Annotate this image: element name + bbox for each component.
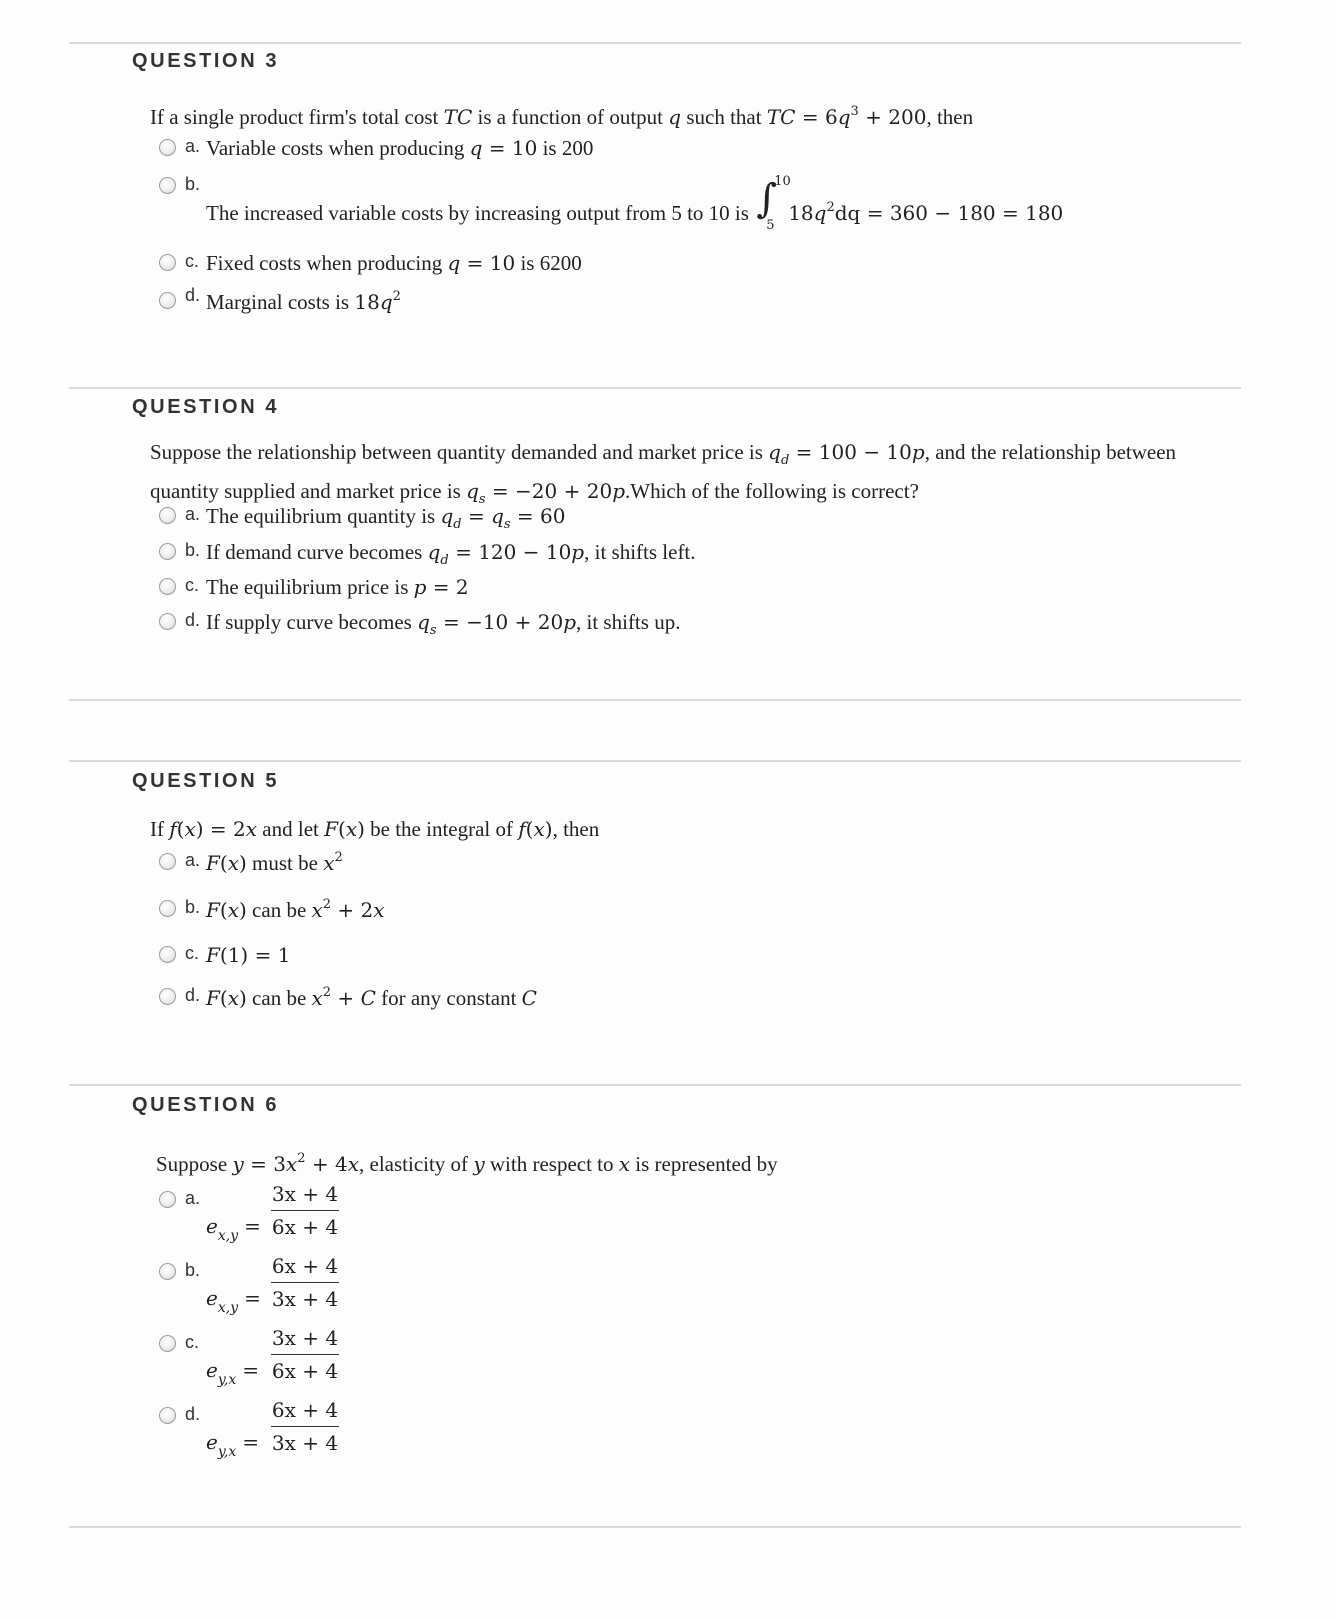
radio-button[interactable]: [159, 1191, 176, 1208]
fraction: $\frac{6x + 4}{3x + 4}$: [271, 1254, 339, 1311]
divider: [69, 760, 1241, 762]
option-text: F(x) can be $x^2 + 2x$: [206, 897, 385, 922]
radio-button[interactable]: [159, 900, 176, 917]
question-4-stem: Suppose the relationship between quantity demanded and market price is $q_d = 100 - 10p$, and the relationship between quantity supplied and market price is $q_s = -20$ + 20p.Which of the following is correct?: [150, 440, 1177, 507]
radio-button[interactable]: [159, 177, 176, 194]
option-text: Marginal costs is $18q^2$: [206, 289, 401, 314]
option-text: The increased variable costs by increasing output from 5 to 10 is ∫ 10 5 $18q^2dq = 360 - 180 = 180$: [206, 174, 1064, 233]
option-text: F(1) = 1: [206, 943, 291, 967]
radio-button[interactable]: [159, 507, 176, 524]
radio-button[interactable]: [159, 1263, 176, 1280]
radio-button[interactable]: [159, 1335, 176, 1352]
question-5-stem: If f(x) = 2x and let F(x) be the integral of f(x), then: [150, 817, 600, 841]
radio-button[interactable]: [159, 613, 176, 630]
radio-button[interactable]: [159, 853, 176, 870]
radio-button[interactable]: [159, 292, 176, 309]
option-text: Variable costs when producing q = 10 is 200: [206, 136, 594, 160]
divider: [69, 699, 1241, 701]
option-text: F(x) must be $x^2$: [206, 850, 343, 875]
question-3-stem: If a single product firm's total cost TC is a function of output q such that TC = $6q^3 + 200$, then: [150, 104, 974, 129]
radio-button[interactable]: [159, 254, 176, 271]
fraction: $\frac{6x + 4}{3x + 4}$: [271, 1398, 339, 1455]
elasticity-symbol: ey,x =: [206, 1430, 260, 1460]
option-text: Fixed costs when producing q = 10 is 6200: [206, 251, 582, 275]
question-5-title: QUESTION 5: [132, 770, 280, 792]
question-4-title: QUESTION 4: [132, 396, 280, 418]
elasticity-symbol: ey,x =: [206, 1358, 260, 1388]
radio-button[interactable]: [159, 988, 176, 1005]
divider: [69, 387, 1241, 389]
fraction: $\frac{3x + 4}{6x + 4}$: [271, 1182, 339, 1239]
question-3-title: QUESTION 3: [132, 50, 280, 72]
radio-button[interactable]: [159, 578, 176, 595]
option-text: If demand curve becomes $q_d = 120 - 10p$, it shifts left.: [206, 540, 696, 568]
option-text: F(x) can be $x^2 + C$ for any constant C: [206, 985, 537, 1010]
fraction: $\frac{3x + 4}{6x + 4}$: [271, 1326, 339, 1383]
elasticity-symbol: ex,y =: [206, 1214, 261, 1244]
question-6-title: QUESTION 6: [132, 1094, 280, 1116]
integral-sign: ∫: [756, 176, 778, 222]
option-text: If supply curve becomes $q_s = -10 + 20p$, it shifts up.: [206, 610, 681, 638]
radio-button[interactable]: [159, 543, 176, 560]
option-text: The equilibrium price is p = 2: [206, 575, 469, 599]
elasticity-symbol: ex,y =: [206, 1286, 261, 1316]
radio-button[interactable]: [159, 946, 176, 963]
radio-button[interactable]: [159, 139, 176, 156]
divider: [69, 1526, 1241, 1528]
divider: [69, 1084, 1241, 1086]
option-text: The equilibrium quantity is $q_d = q_s = 60$: [206, 504, 566, 532]
question-6-stem: Suppose $y = 3x^2 + 4x$, elasticity of y with respect to x is represented by: [156, 1151, 778, 1176]
divider: [69, 42, 1241, 44]
radio-button[interactable]: [159, 1407, 176, 1424]
